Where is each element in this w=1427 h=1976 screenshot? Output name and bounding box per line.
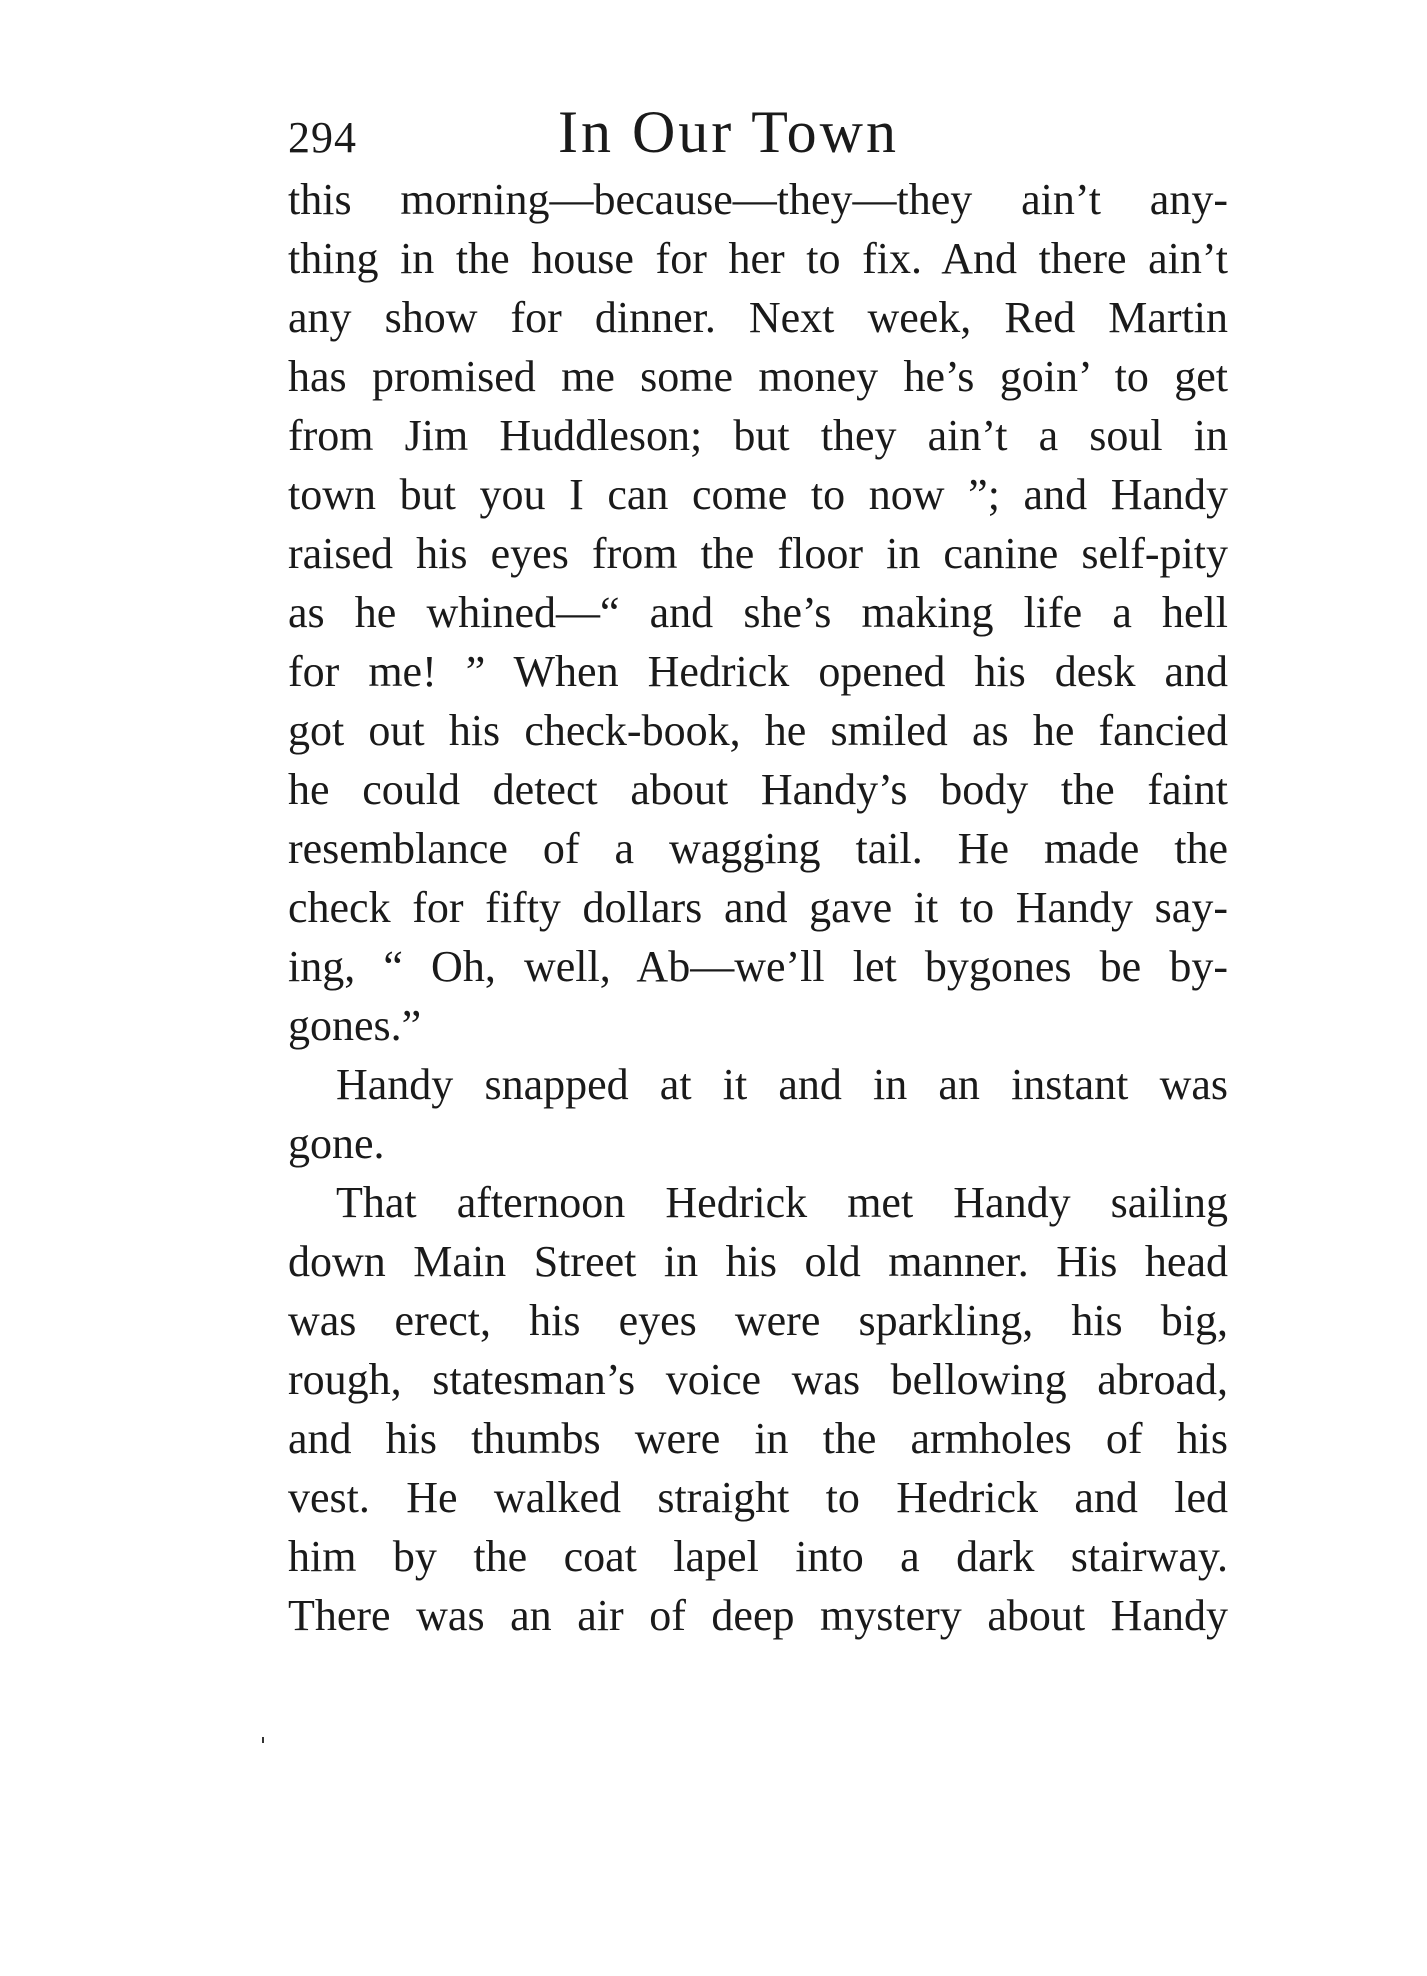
scan-speck [262,1737,264,1743]
text-line: as he whined—“ and she’s making life a hell [288,588,1228,637]
text-line: from Jim Huddleson; but they ain’t a soul in [288,411,1228,460]
text-line: he could detect about Handy’s body the faint [288,765,1228,814]
text-line: and his thumbs were in the armholes of his [288,1414,1228,1463]
text-line: raised his eyes from the floor in canine self-pity [288,529,1228,578]
text-line: resemblance of a wagging tail. He made the [288,824,1228,873]
text-line: ing, “ Oh, well, Ab—we’ll let bygones be by- [288,942,1228,991]
text-line: down Main Street in his old manner. His head [288,1237,1228,1286]
text-line: was erect, his eyes were sparkling, his big, [288,1296,1228,1345]
paragraph-first-line: Handy snapped at it and in an instant was [336,1060,1228,1109]
text-line: this morning—because—they—they ain’t any- [288,175,1228,224]
text-line: him by the coat lapel into a dark stairway. [288,1532,1228,1581]
paragraph-first-line: That afternoon Hedrick met Handy sailing [336,1178,1228,1227]
body-text [288,170,1228,1645]
text-line: vest. He walked straight to Hedrick and led [288,1473,1228,1522]
text-line: rough, statesman’s voice was bellowing abroad, [288,1355,1228,1404]
text-line: has promised me some money he’s goin’ to get [288,352,1228,401]
text-line: gone. [288,1119,385,1168]
text-line: got out his check-book, he smiled as he fancied [288,706,1228,755]
text-line: check for fifty dollars and gave it to Handy say- [288,883,1228,932]
text-line: town but you I can come to now ”; and Handy [288,470,1228,519]
running-head-title: In Our Town [558,99,899,165]
text-line: There was an air of deep mystery about Handy [288,1591,1228,1640]
text-line: thing in the house for her to fix. And there ain’t [288,234,1228,283]
text-line: gones.” [288,1001,422,1050]
text-line: any show for dinner. Next week, Red Martin [288,293,1228,342]
page-number: 294 [288,113,357,162]
page-header [288,98,1228,168]
text-line: for me! ” When Hedrick opened his desk and [288,647,1228,696]
